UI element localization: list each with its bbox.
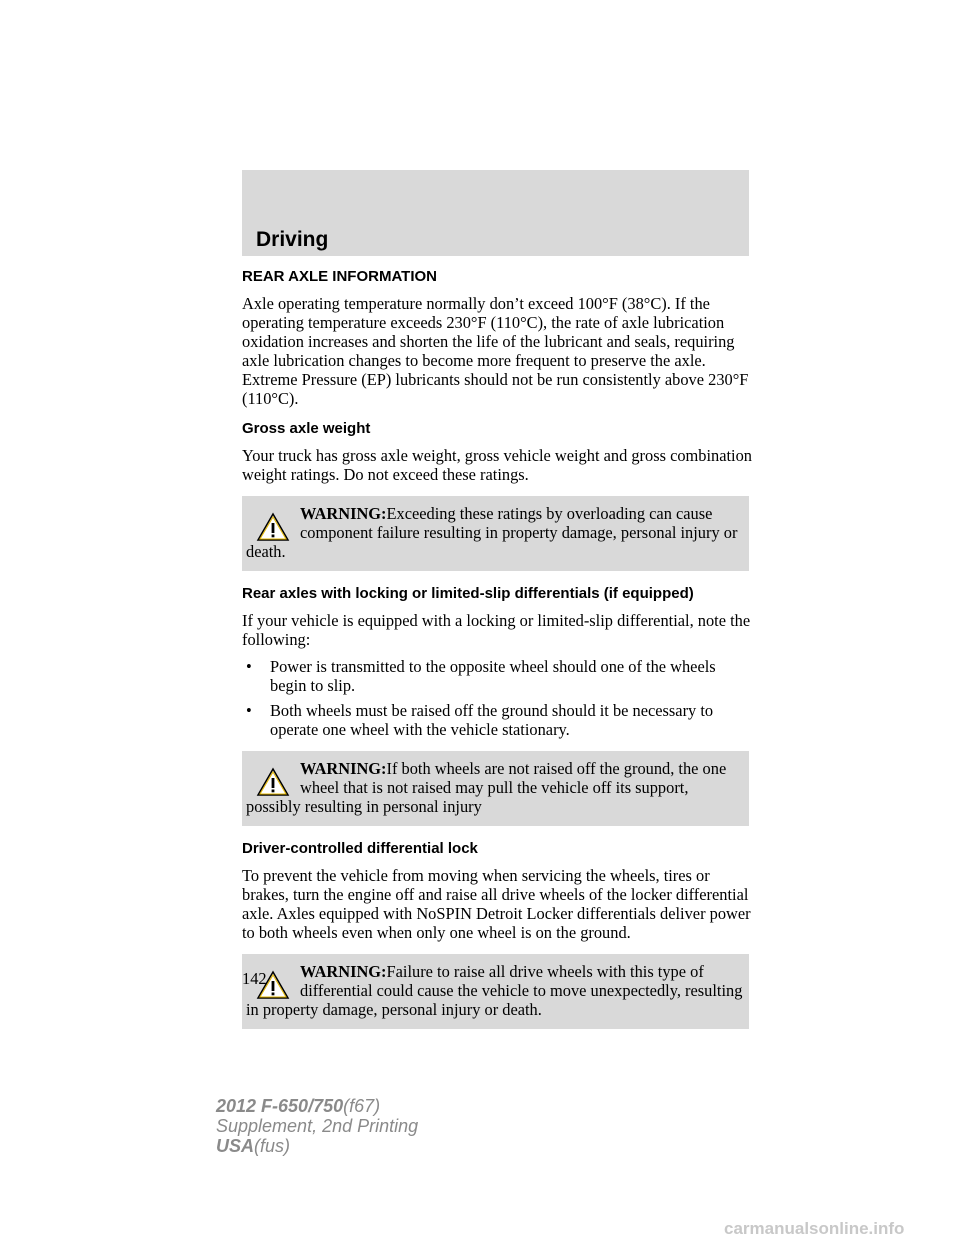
paragraph-locking-differentials: If your vehicle is equipped with a locking or limited-slip differential, note the following:	[242, 611, 751, 649]
footer-model-code: (f67)	[343, 1096, 381, 1116]
warning-label: WARNING:	[300, 962, 387, 981]
watermark: carmanualsonline.info	[724, 1219, 905, 1238]
print-footer	[216, 1096, 418, 1156]
warning-text-wheels-raised	[246, 759, 726, 816]
footer-market: USA	[216, 1136, 255, 1156]
warning-box-overloading	[242, 496, 749, 571]
bullet-list	[242, 657, 752, 739]
heading-driver-controlled-lock: Driver-controlled differential lock	[242, 840, 478, 857]
page-content	[242, 268, 752, 1043]
warning-body: Failure to raise all drive wheels with this type of differential could cause the vehicle to move unexpectedly, resulting in property damage, personal injury or death.	[246, 962, 743, 1019]
list-item-text: Both wheels must be raised off the ground should it be necessary to operate one wheel with the vehicle stationary.	[270, 701, 714, 739]
section-title: Driving	[256, 228, 329, 251]
paragraph-rear-axle: Axle operating temperature normally don’t exceed 100°F (38°C). If the operating temperature exceeds 230°F (110°C), the rate of axle lubrication oxidation increases and shorten the life of the lubricant and seals, requiring axle lubrication changes to become more frequent to preserve the axle. Extreme Pressure (EP) lubricants should not be run consistently above 230°F (110°C).	[242, 294, 749, 408]
warning-triangle-icon	[256, 512, 290, 542]
list-item	[242, 657, 752, 695]
warning-text-drive-wheels	[246, 962, 742, 1019]
paragraph-gross-axle-weight: Your truck has gross axle weight, gross vehicle weight and gross combination weight ratings. Do not exceed these ratings.	[242, 446, 753, 484]
warning-box-drive-wheels	[242, 954, 749, 1029]
warning-triangle-icon	[256, 767, 290, 797]
warning-body: Exceeding these ratings by overloading can cause component failure resulting in property damage, personal injury or death.	[246, 504, 738, 561]
footer-line-model	[216, 1096, 418, 1116]
paragraph-driver-controlled-lock: To prevent the vehicle from moving when servicing the wheels, tires or brakes, turn the engine off and raise all drive wheels of the locker differential axle. Axles equipped with NoSPIN Detroit Locker differentials deliver power to both wheels even when only one wheel is on the ground.	[242, 866, 751, 942]
bullet-glyph: •	[246, 657, 252, 676]
list-item-text: Power is transmitted to the opposite wheel should one of the wheels begin to slip.	[270, 657, 716, 695]
footer-model: 2012 F-650/750	[216, 1096, 344, 1116]
list-item	[242, 701, 752, 739]
heading-locking-differentials: Rear axles with locking or limited-slip differentials (if equipped)	[242, 585, 694, 602]
footer-line-market	[216, 1136, 418, 1156]
warning-text-overloading	[246, 504, 737, 561]
warning-box-wheels-raised	[242, 751, 749, 826]
heading-rear-axle: REAR AXLE INFORMATION	[242, 268, 437, 285]
warning-label: WARNING:	[300, 759, 387, 778]
footer-market-code: (fus)	[254, 1136, 291, 1156]
page-number: 142	[242, 969, 267, 988]
heading-gross-axle-weight: Gross axle weight	[242, 420, 371, 437]
bullet-glyph: •	[246, 701, 252, 720]
warning-body: If both wheels are not raised off the ground, the one wheel that is not raised may pull the vehicle off its support, possibly resulting in personal injury	[246, 759, 727, 816]
warning-label: WARNING:	[300, 504, 387, 523]
footer-line-printing: Supplement, 2nd Printing	[216, 1116, 419, 1136]
